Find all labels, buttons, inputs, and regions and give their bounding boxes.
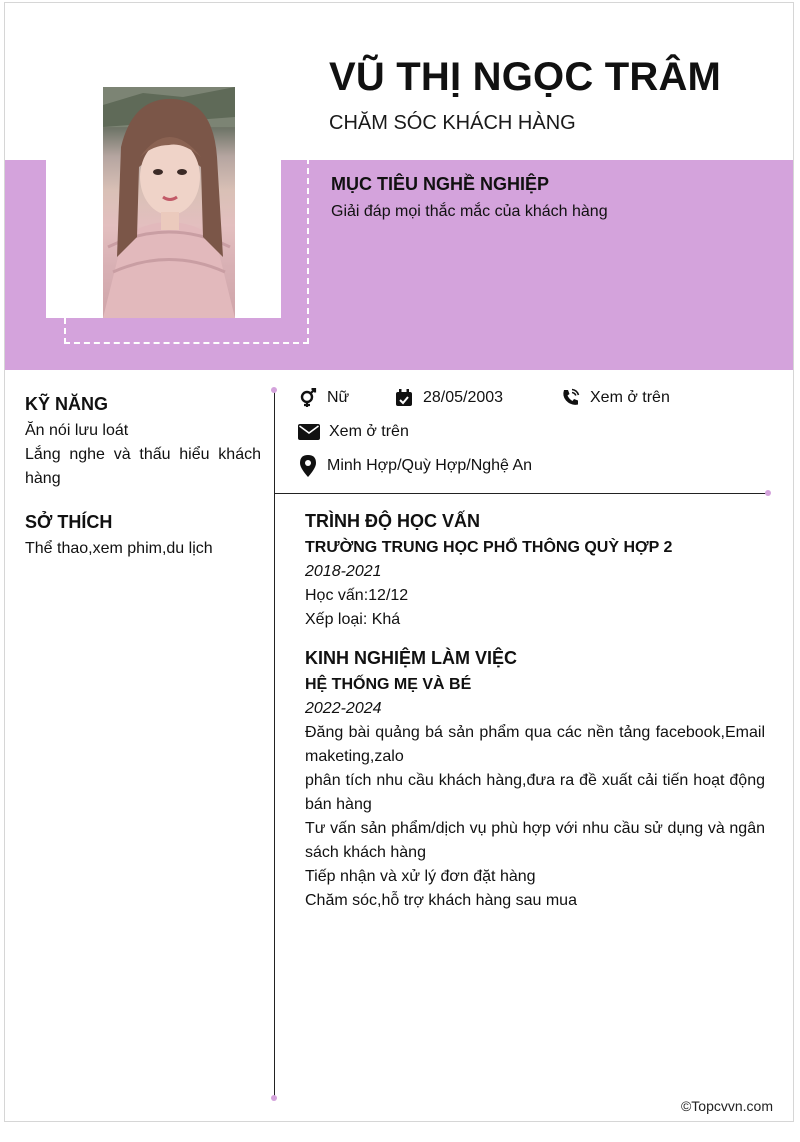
skill-item: Ăn nói lưu loát <box>25 422 129 439</box>
email-icon <box>297 421 321 443</box>
profile-photo <box>103 87 235 318</box>
phone-info <box>560 387 670 409</box>
email-value: Xem ở trên <box>329 423 409 440</box>
candidate-name: VŨ THỊ NGỌC TRÂM <box>329 55 722 99</box>
company-name: HỆ THỐNG MẸ VÀ BÉ <box>305 676 472 693</box>
divider-dot <box>765 490 771 496</box>
experience-heading: KINH NGHIỆM LÀM VIỆC <box>305 648 518 668</box>
duty-item: Tiếp nhận và xử lý đơn đặt hàng <box>305 868 536 885</box>
gender-icon <box>297 387 319 409</box>
vertical-divider <box>274 390 275 1099</box>
skills-heading: KỸ NĂNG <box>25 394 109 414</box>
email-info <box>297 421 409 443</box>
duty-item: phân tích nhu cầu khách hàng,đưa ra đề xuất cải tiến hoạt động bán hàng <box>305 772 765 813</box>
objective-text: Giải đáp mọi thắc mắc của khách hàng <box>331 203 608 220</box>
footer-credit: ©Topcvvn.com <box>680 1098 773 1114</box>
phone-icon <box>560 387 582 409</box>
education-detail: Xếp loại: Khá <box>305 611 401 628</box>
duty-item: Tư vấn sản phẩm/dịch vụ phù hợp với nhu cầu sử dụng và ngân sách khách hàng <box>305 820 765 861</box>
birthday-value: 28/05/2003 <box>423 389 504 406</box>
divider-dot <box>271 387 277 393</box>
gender-info <box>297 387 349 409</box>
cv-page <box>4 2 794 1122</box>
education-period: 2018-2021 <box>305 563 382 580</box>
birthday-info <box>393 387 503 409</box>
calendar-icon <box>393 387 415 409</box>
objective-heading: MỤC TIÊU NGHỀ NGHIỆP <box>331 174 550 194</box>
school-name: TRƯỜNG TRUNG HỌC PHỔ THÔNG QUỲ HỢP 2 <box>305 539 673 556</box>
education-heading: TRÌNH ĐỘ HỌC VẤN <box>305 511 480 531</box>
skill-item: Lắng nghe và thấu hiểu khách hàng <box>25 446 261 487</box>
horizontal-divider <box>275 493 768 494</box>
hobbies-heading: SỞ THÍCH <box>25 512 113 532</box>
education-detail: Học vấn:12/12 <box>305 587 409 604</box>
divider-dot <box>271 1095 277 1101</box>
duty-item: Chăm sóc,hỗ trợ khách hàng sau mua <box>305 892 577 909</box>
job-title: CHĂM SÓC KHÁCH HÀNG <box>329 112 576 134</box>
hobbies-text: Thể thao,xem phim,du lịch <box>25 540 213 557</box>
experience-period: 2022-2024 <box>305 700 382 717</box>
phone-value: Xem ở trên <box>590 389 670 406</box>
address-value: Minh Hợp/Quỳ Hợp/Nghệ An <box>327 457 533 474</box>
location-icon <box>297 455 319 477</box>
gender-value: Nữ <box>327 389 350 406</box>
address-info <box>297 455 532 477</box>
duty-item: Đăng bài quảng bá sản phẩm qua các nền tảng facebook,Email maketing,zalo <box>305 724 765 765</box>
